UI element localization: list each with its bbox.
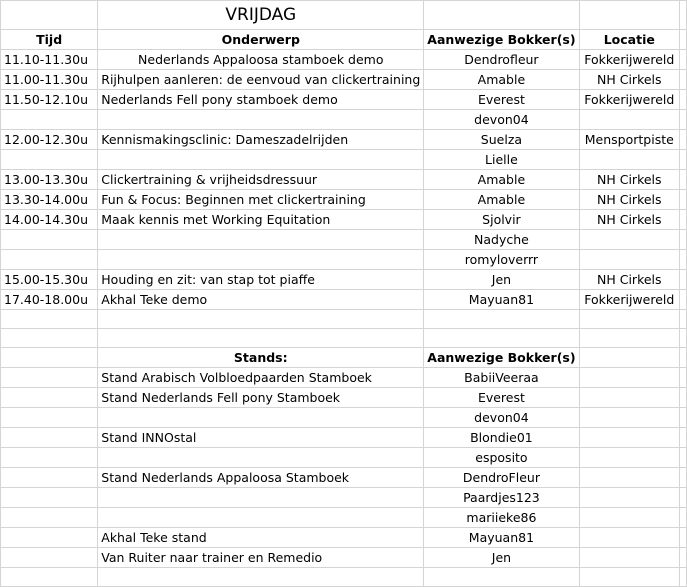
stand-rider-cell[interactable]: mariieke86	[424, 508, 579, 528]
time-cell[interactable]	[1, 110, 98, 130]
cell-empty[interactable]	[679, 348, 686, 368]
location-cell[interactable]: NH Cirkels	[579, 70, 679, 90]
rider-cell[interactable]: Lielle	[424, 150, 579, 170]
cell-empty[interactable]	[579, 310, 679, 329]
cell-empty[interactable]	[579, 329, 679, 348]
cell-empty[interactable]	[1, 548, 98, 568]
cell-empty[interactable]	[1, 508, 98, 528]
schedule-row	[1, 50, 687, 70]
cell-empty[interactable]	[579, 528, 679, 548]
cell-empty[interactable]	[579, 408, 679, 428]
location-cell[interactable]: Fokkerijwereld	[579, 290, 679, 310]
location-cell[interactable]	[579, 150, 679, 170]
stand-cell[interactable]	[98, 508, 424, 528]
cell-empty[interactable]	[1, 388, 98, 408]
schedule-row	[1, 230, 687, 250]
cell-empty[interactable]	[679, 388, 686, 408]
schedule-row	[1, 70, 687, 90]
rider-cell[interactable]: Everest	[424, 90, 579, 110]
rider-cell[interactable]: Amable	[424, 170, 579, 190]
rider-cell[interactable]: Dendrofleur	[424, 50, 579, 70]
cell-empty[interactable]	[1, 368, 98, 388]
cell-empty[interactable]	[98, 310, 424, 329]
schedule-row	[1, 290, 687, 310]
cell-empty[interactable]	[579, 1, 679, 30]
cell-empty[interactable]	[424, 310, 579, 329]
stand-rider-cell[interactable]: Paardjes123	[424, 488, 579, 508]
empty-row	[1, 568, 687, 587]
cell-empty[interactable]	[679, 110, 686, 130]
time-cell[interactable]	[1, 230, 98, 250]
location-cell[interactable]: Mensportpiste	[579, 130, 679, 150]
location-cell[interactable]: Fokkerijwereld	[579, 50, 679, 70]
stand-row	[1, 448, 687, 468]
cell-empty[interactable]	[1, 1, 98, 30]
stand-rider-cell[interactable]: Everest	[424, 388, 579, 408]
cell-empty[interactable]	[579, 448, 679, 468]
stand-row	[1, 548, 687, 568]
location-cell[interactable]	[579, 110, 679, 130]
subject-cell[interactable]: Rijhulpen aanleren: de eenvoud van clickertraining	[98, 70, 424, 90]
subject-cell[interactable]: Nederlands Appaloosa stamboek demo	[98, 50, 424, 70]
location-cell[interactable]: Fokkerijwereld	[579, 90, 679, 110]
cell-empty[interactable]	[679, 468, 686, 488]
stand-rider-cell[interactable]: DendroFleur	[424, 468, 579, 488]
time-cell[interactable]: 13.00-13.30u	[1, 170, 98, 190]
cell-empty[interactable]	[679, 130, 686, 150]
stand-cell[interactable]	[98, 408, 424, 428]
stand-row	[1, 508, 687, 528]
cell-empty[interactable]	[424, 1, 579, 30]
stand-cell[interactable]: Stand Nederlands Fell pony Stamboek	[98, 388, 424, 408]
rider-cell[interactable]: Suelza	[424, 130, 579, 150]
stand-row	[1, 368, 687, 388]
schedule-row	[1, 90, 687, 110]
cell-empty[interactable]	[679, 270, 686, 290]
schedule-row	[1, 110, 687, 130]
schedule-row	[1, 150, 687, 170]
stand-rider-cell[interactable]: Jen	[424, 548, 579, 568]
stand-cell[interactable]: Van Ruiter naar trainer en Remedio	[98, 548, 424, 568]
stand-row	[1, 488, 687, 508]
subject-cell[interactable]	[98, 250, 424, 270]
location-cell[interactable]: NH Cirkels	[579, 170, 679, 190]
subject-cell[interactable]: Clickertraining & vrijheidsdressuur	[98, 170, 424, 190]
stand-cell[interactable]	[98, 448, 424, 468]
subject-cell[interactable]: Kennismakingsclinic: Dameszadelrijden	[98, 130, 424, 150]
stand-cell[interactable]: Akhal Teke stand	[98, 528, 424, 548]
cell-empty[interactable]	[679, 368, 686, 388]
cell-empty[interactable]	[679, 329, 686, 348]
cell-empty[interactable]	[679, 408, 686, 428]
cell-empty[interactable]	[679, 448, 686, 468]
cell-empty[interactable]	[679, 528, 686, 548]
cell-empty[interactable]	[1, 528, 98, 548]
time-cell[interactable]: 14.00-14.30u	[1, 210, 98, 230]
stand-cell[interactable]	[98, 488, 424, 508]
cell-empty[interactable]	[679, 50, 686, 70]
time-cell[interactable]: 11.10-11.30u	[1, 50, 98, 70]
schedule-row	[1, 210, 687, 230]
stand-cell[interactable]: Stand INNOstal	[98, 428, 424, 448]
cell-empty[interactable]	[679, 230, 686, 250]
cell-empty[interactable]	[679, 428, 686, 448]
cell-empty[interactable]	[679, 310, 686, 329]
stand-row	[1, 388, 687, 408]
cell-empty[interactable]	[679, 70, 686, 90]
schedule-row	[1, 190, 687, 210]
cell-empty[interactable]	[679, 568, 686, 587]
time-cell[interactable]	[1, 250, 98, 270]
schedule-row	[1, 270, 687, 290]
cell-empty[interactable]	[679, 488, 686, 508]
subject-cell[interactable]	[98, 150, 424, 170]
stands-header-row	[1, 348, 687, 368]
cell-empty[interactable]	[679, 190, 686, 210]
cell-empty[interactable]	[679, 548, 686, 568]
empty-row	[1, 310, 687, 329]
schedule-row	[1, 170, 687, 190]
header-location[interactable]: Locatie	[579, 30, 679, 50]
cell-empty[interactable]	[579, 508, 679, 528]
header-stands[interactable]: Stands:	[98, 348, 424, 368]
stand-rider-cell[interactable]: devon04	[424, 408, 579, 428]
stand-rider-cell[interactable]: Blondie01	[424, 428, 579, 448]
cell-empty[interactable]	[1, 329, 98, 348]
subject-cell[interactable]	[98, 110, 424, 130]
cell-empty[interactable]	[679, 290, 686, 310]
header-subject[interactable]: Onderwerp	[98, 30, 424, 50]
cell-empty[interactable]	[679, 250, 686, 270]
schedule-row	[1, 130, 687, 150]
title-row	[1, 1, 687, 30]
cell-empty[interactable]	[424, 568, 579, 587]
rider-cell[interactable]: Nadyche	[424, 230, 579, 250]
cell-empty[interactable]	[679, 508, 686, 528]
time-cell[interactable]: 13.30-14.00u	[1, 190, 98, 210]
stand-rider-cell[interactable]: esposito	[424, 448, 579, 468]
subject-cell[interactable]: Akhal Teke demo	[98, 290, 424, 310]
cell-empty[interactable]	[1, 310, 98, 329]
schedule-row	[1, 250, 687, 270]
cell-empty[interactable]	[679, 90, 686, 110]
rider-cell[interactable]: Sjolvir	[424, 210, 579, 230]
time-cell[interactable]	[1, 150, 98, 170]
location-cell[interactable]	[579, 230, 679, 250]
time-cell[interactable]: 17.40-18.00u	[1, 290, 98, 310]
cell-empty[interactable]	[1, 348, 98, 368]
rider-cell[interactable]: Mayuan81	[424, 290, 579, 310]
stand-rider-cell[interactable]: BabiiVeeraa	[424, 368, 579, 388]
cell-empty[interactable]	[579, 548, 679, 568]
cell-empty[interactable]	[679, 30, 686, 50]
sheet-title[interactable]: VRIJDAG	[98, 1, 424, 30]
cell-empty[interactable]	[98, 329, 424, 348]
subject-cell[interactable]: Nederlands Fell pony stamboek demo	[98, 90, 424, 110]
cell-empty[interactable]	[1, 468, 98, 488]
location-cell[interactable]: NH Cirkels	[579, 190, 679, 210]
cell-empty[interactable]	[1, 428, 98, 448]
cell-empty[interactable]	[579, 348, 679, 368]
empty-row	[1, 329, 687, 348]
subject-cell[interactable]: Maak kennis met Working Equitation	[98, 210, 424, 230]
subject-cell[interactable]: Fun & Focus: Beginnen met clickertraining	[98, 190, 424, 210]
stand-rider-cell[interactable]: Mayuan81	[424, 528, 579, 548]
cell-empty[interactable]	[679, 1, 686, 30]
cell-empty[interactable]	[579, 388, 679, 408]
stand-cell[interactable]: Stand Arabisch Volbloedpaarden Stamboek	[98, 368, 424, 388]
stand-cell[interactable]: Stand Nederlands Appaloosa Stamboek	[98, 468, 424, 488]
location-cell[interactable]: NH Cirkels	[579, 210, 679, 230]
stand-row	[1, 408, 687, 428]
location-cell[interactable]: NH Cirkels	[579, 270, 679, 290]
cell-empty[interactable]	[579, 488, 679, 508]
header-stand-riders[interactable]: Aanwezige Bokker(s)	[424, 348, 579, 368]
cell-empty[interactable]	[424, 329, 579, 348]
time-cell[interactable]: 11.00-11.30u	[1, 70, 98, 90]
location-cell[interactable]	[579, 250, 679, 270]
cell-empty[interactable]	[98, 568, 424, 587]
time-cell[interactable]: 12.00-12.30u	[1, 130, 98, 150]
header-row	[1, 30, 687, 50]
header-time[interactable]: Tijd	[1, 30, 98, 50]
cell-empty[interactable]	[579, 368, 679, 388]
rider-cell[interactable]: Amable	[424, 190, 579, 210]
cell-empty[interactable]	[579, 468, 679, 488]
rider-cell[interactable]: devon04	[424, 110, 579, 130]
header-riders[interactable]: Aanwezige Bokker(s)	[424, 30, 579, 50]
stand-row	[1, 428, 687, 448]
rider-cell[interactable]: Amable	[424, 70, 579, 90]
cell-empty[interactable]	[679, 210, 686, 230]
cell-empty[interactable]	[1, 408, 98, 428]
cell-empty[interactable]	[579, 568, 679, 587]
time-cell[interactable]: 11.50-12.10u	[1, 90, 98, 110]
cell-empty[interactable]	[579, 428, 679, 448]
cell-empty[interactable]	[1, 568, 98, 587]
stand-row	[1, 528, 687, 548]
cell-empty[interactable]	[679, 170, 686, 190]
cell-empty[interactable]	[679, 150, 686, 170]
cell-empty[interactable]	[1, 488, 98, 508]
rider-cell[interactable]: Jen	[424, 270, 579, 290]
subject-cell[interactable]: Houding en zit: van stap tot piaffe	[98, 270, 424, 290]
cell-empty[interactable]	[1, 448, 98, 468]
time-cell[interactable]: 15.00-15.30u	[1, 270, 98, 290]
subject-cell[interactable]	[98, 230, 424, 250]
stand-row	[1, 468, 687, 488]
rider-cell[interactable]: romyloverrr	[424, 250, 579, 270]
